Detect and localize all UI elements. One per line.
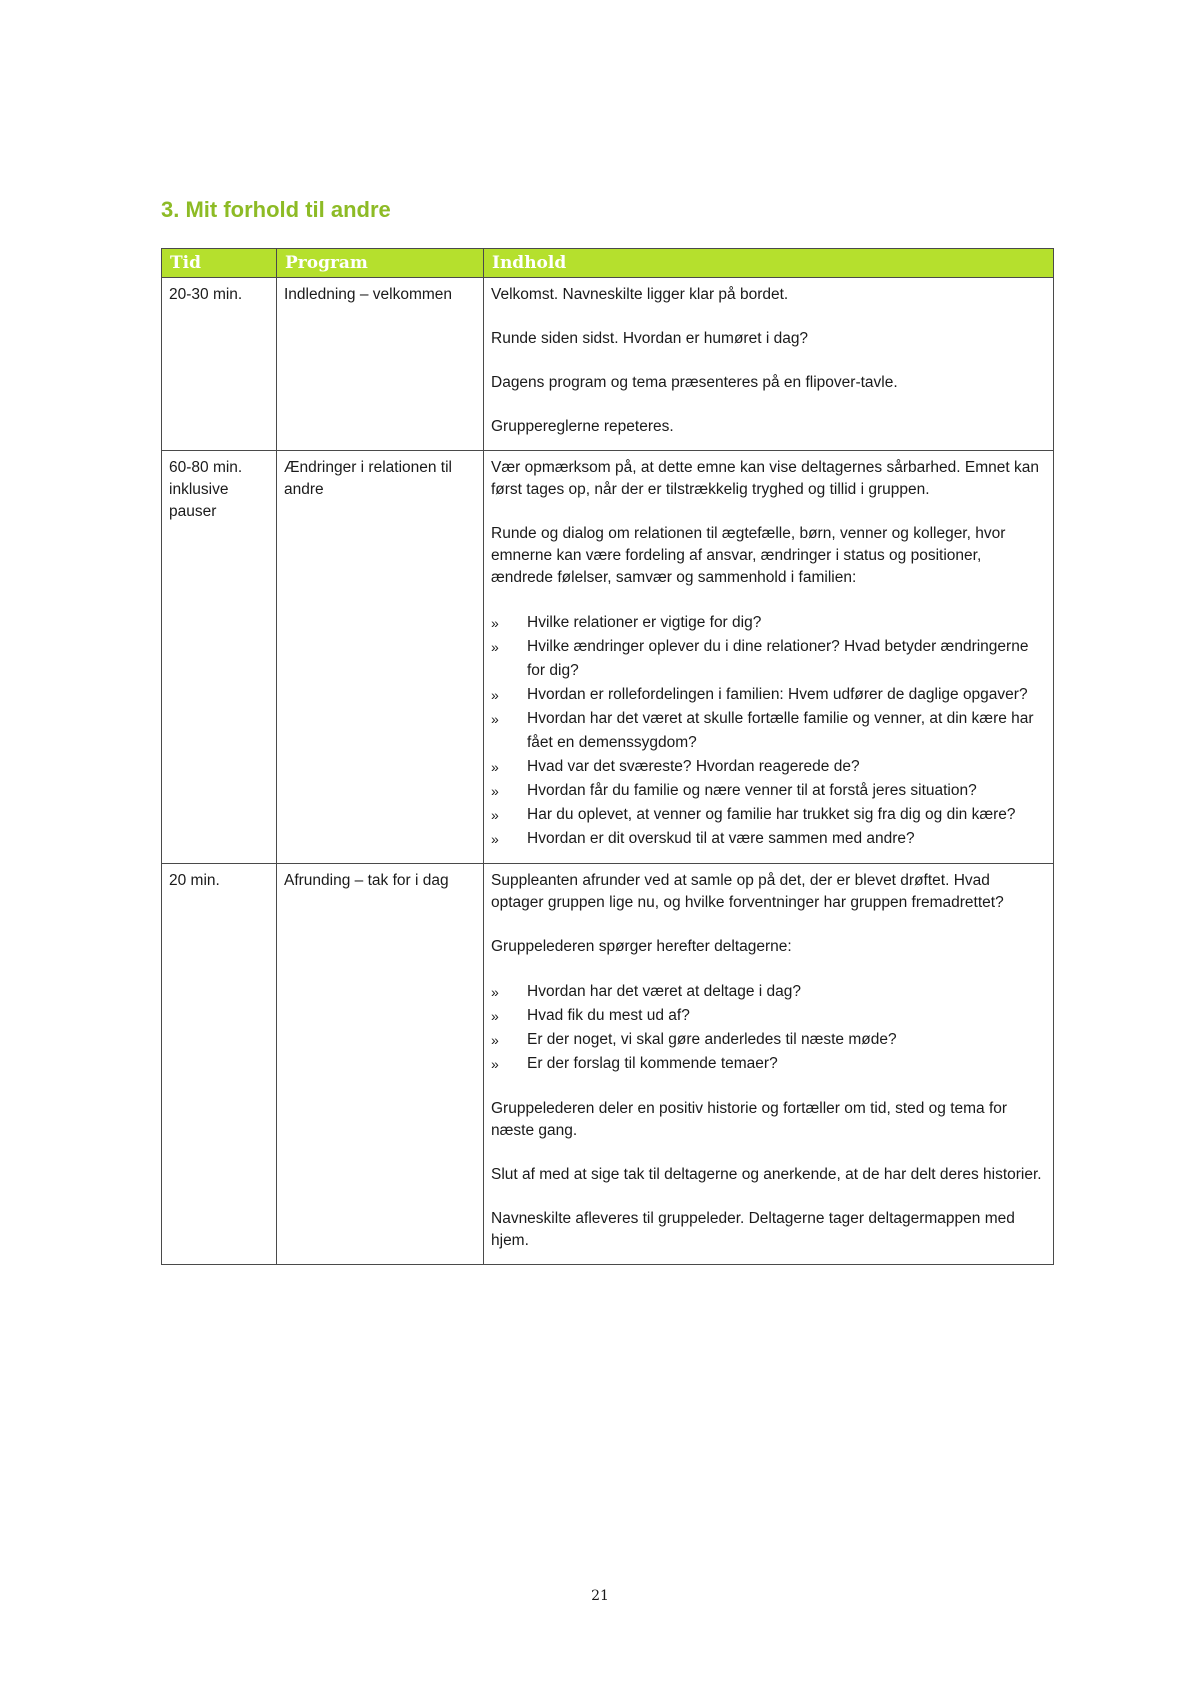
header-tid: Tid: [162, 249, 277, 278]
bullet-marker-icon: »: [491, 639, 499, 655]
bullet-list: [491, 611, 1046, 851]
bullet-marker-icon: »: [491, 615, 499, 631]
list-item: [491, 779, 1046, 803]
program-table: [161, 248, 1054, 1265]
list-item: [491, 980, 1046, 1004]
bullet-marker-icon: »: [491, 783, 499, 799]
table-row: [162, 864, 1054, 1265]
list-item: [491, 1028, 1046, 1052]
bullet-marker-icon: »: [491, 1008, 499, 1024]
content-paragraph: Gruppereglerne repeteres.: [491, 418, 674, 435]
list-item-text: Hvordan har det været at deltage i dag?: [527, 983, 802, 1000]
content-paragraph: Suppleanten afrunder ved at samle op på det, der er blevet drøftet. Hvad optager gruppen lige nu, og hvilke forventninger har gruppen fremadrettet?: [491, 872, 1004, 911]
list-item-text: Er der noget, vi skal gøre anderledes til næste møde?: [527, 1031, 897, 1048]
content-paragraph: Slut af med at sige tak til deltagerne og anerkende, at de har delt deres historier.: [491, 1166, 1042, 1183]
cell-program: Ændringer i relationen til andre: [277, 451, 484, 864]
list-item-text: Hvordan har det været at skulle fortælle familie og venner, at din kære har fået en demenssygdom?: [527, 710, 1034, 751]
list-item: [491, 827, 1046, 851]
list-item: [491, 635, 1046, 683]
cell-program: Indledning – velkommen: [277, 278, 484, 451]
content-paragraph: Runde siden sidst. Hvordan er humøret i dag?: [491, 330, 809, 347]
table-row: [162, 278, 1054, 451]
table-header-row: [162, 249, 1054, 278]
page-number: 21: [591, 1588, 609, 1604]
cell-program: Afrunding – tak for i dag: [277, 864, 484, 1265]
list-item-text: Hvordan får du familie og nære venner til at forstå jeres situation?: [527, 782, 977, 799]
bullet-marker-icon: »: [491, 759, 499, 775]
list-item: [491, 755, 1046, 779]
bullet-marker-icon: »: [491, 831, 499, 847]
cell-indhold: [484, 864, 1054, 1265]
bullet-marker-icon: »: [491, 687, 499, 703]
bullet-marker-icon: »: [491, 1032, 499, 1048]
list-item-text: Hvilke ændringer oplever du i dine relationer? Hvad betyder ændringerne for dig?: [527, 638, 1029, 679]
list-item: [491, 1052, 1046, 1076]
content-paragraph: Runde og dialog om relationen til ægtefælle, børn, venner og kolleger, hvor emnerne kan være fordeling af ansvar, ændringer i status og positioner, ændrede følelser, samvær og sammenhold i familien:: [491, 525, 1006, 586]
content-paragraph: Dagens program og tema præsenteres på en flipover-tavle.: [491, 374, 898, 391]
content-paragraph: Gruppelederen spørger herefter deltagerne:: [491, 938, 792, 955]
bullet-marker-icon: »: [491, 807, 499, 823]
list-item: [491, 707, 1046, 755]
list-item-text: Hvad var det sværeste? Hvordan reagerede de?: [527, 758, 860, 775]
bullet-marker-icon: »: [491, 984, 499, 1000]
list-item: [491, 611, 1046, 635]
list-item: [491, 683, 1046, 707]
cell-indhold: [484, 278, 1054, 451]
list-item-text: Er der forslag til kommende temaer?: [527, 1055, 778, 1072]
list-item: [491, 803, 1046, 827]
cell-tid: 20 min.: [162, 864, 277, 1265]
header-program: Program: [277, 249, 484, 278]
header-indhold: Indhold: [484, 249, 1054, 278]
cell-indhold: [484, 451, 1054, 864]
content-paragraph: Navneskilte afleveres til gruppeleder. Deltagerne tager deltagermappen med hjem.: [491, 1210, 1015, 1249]
bullet-list: [491, 980, 1046, 1076]
table-row: [162, 451, 1054, 864]
bullet-marker-icon: »: [491, 711, 499, 727]
content-paragraph: Velkomst. Navneskilte ligger klar på bordet.: [491, 286, 789, 303]
list-item-text: Hvad fik du mest ud af?: [527, 1007, 690, 1024]
cell-tid: 20-30 min.: [162, 278, 277, 451]
cell-tid: 60-80 min. inklusive pauser: [162, 451, 277, 864]
list-item-text: Hvilke relationer er vigtige for dig?: [527, 614, 762, 631]
list-item: [491, 1004, 1046, 1028]
list-item-text: Har du oplevet, at venner og familie har trukket sig fra dig og din kære?: [527, 806, 1016, 823]
list-item-text: Hvordan er dit overskud til at være sammen med andre?: [527, 830, 915, 847]
bullet-marker-icon: »: [491, 1056, 499, 1072]
list-item-text: Hvordan er rollefordelingen i familien: Hvem udfører de daglige opgaver?: [527, 686, 1028, 703]
table-body: [162, 278, 1054, 1265]
content-paragraph: Vær opmærksom på, at dette emne kan vise deltagernes sårbarhed. Emnet kan først tages op, når der er tilstrækkelig tryghed og tillid i gruppen.: [491, 459, 1039, 498]
section-title: 3. Mit forhold til andre: [161, 197, 391, 222]
content-paragraph: Gruppelederen deler en positiv historie og fortæller om tid, sted og tema for næste gang.: [491, 1100, 1008, 1139]
